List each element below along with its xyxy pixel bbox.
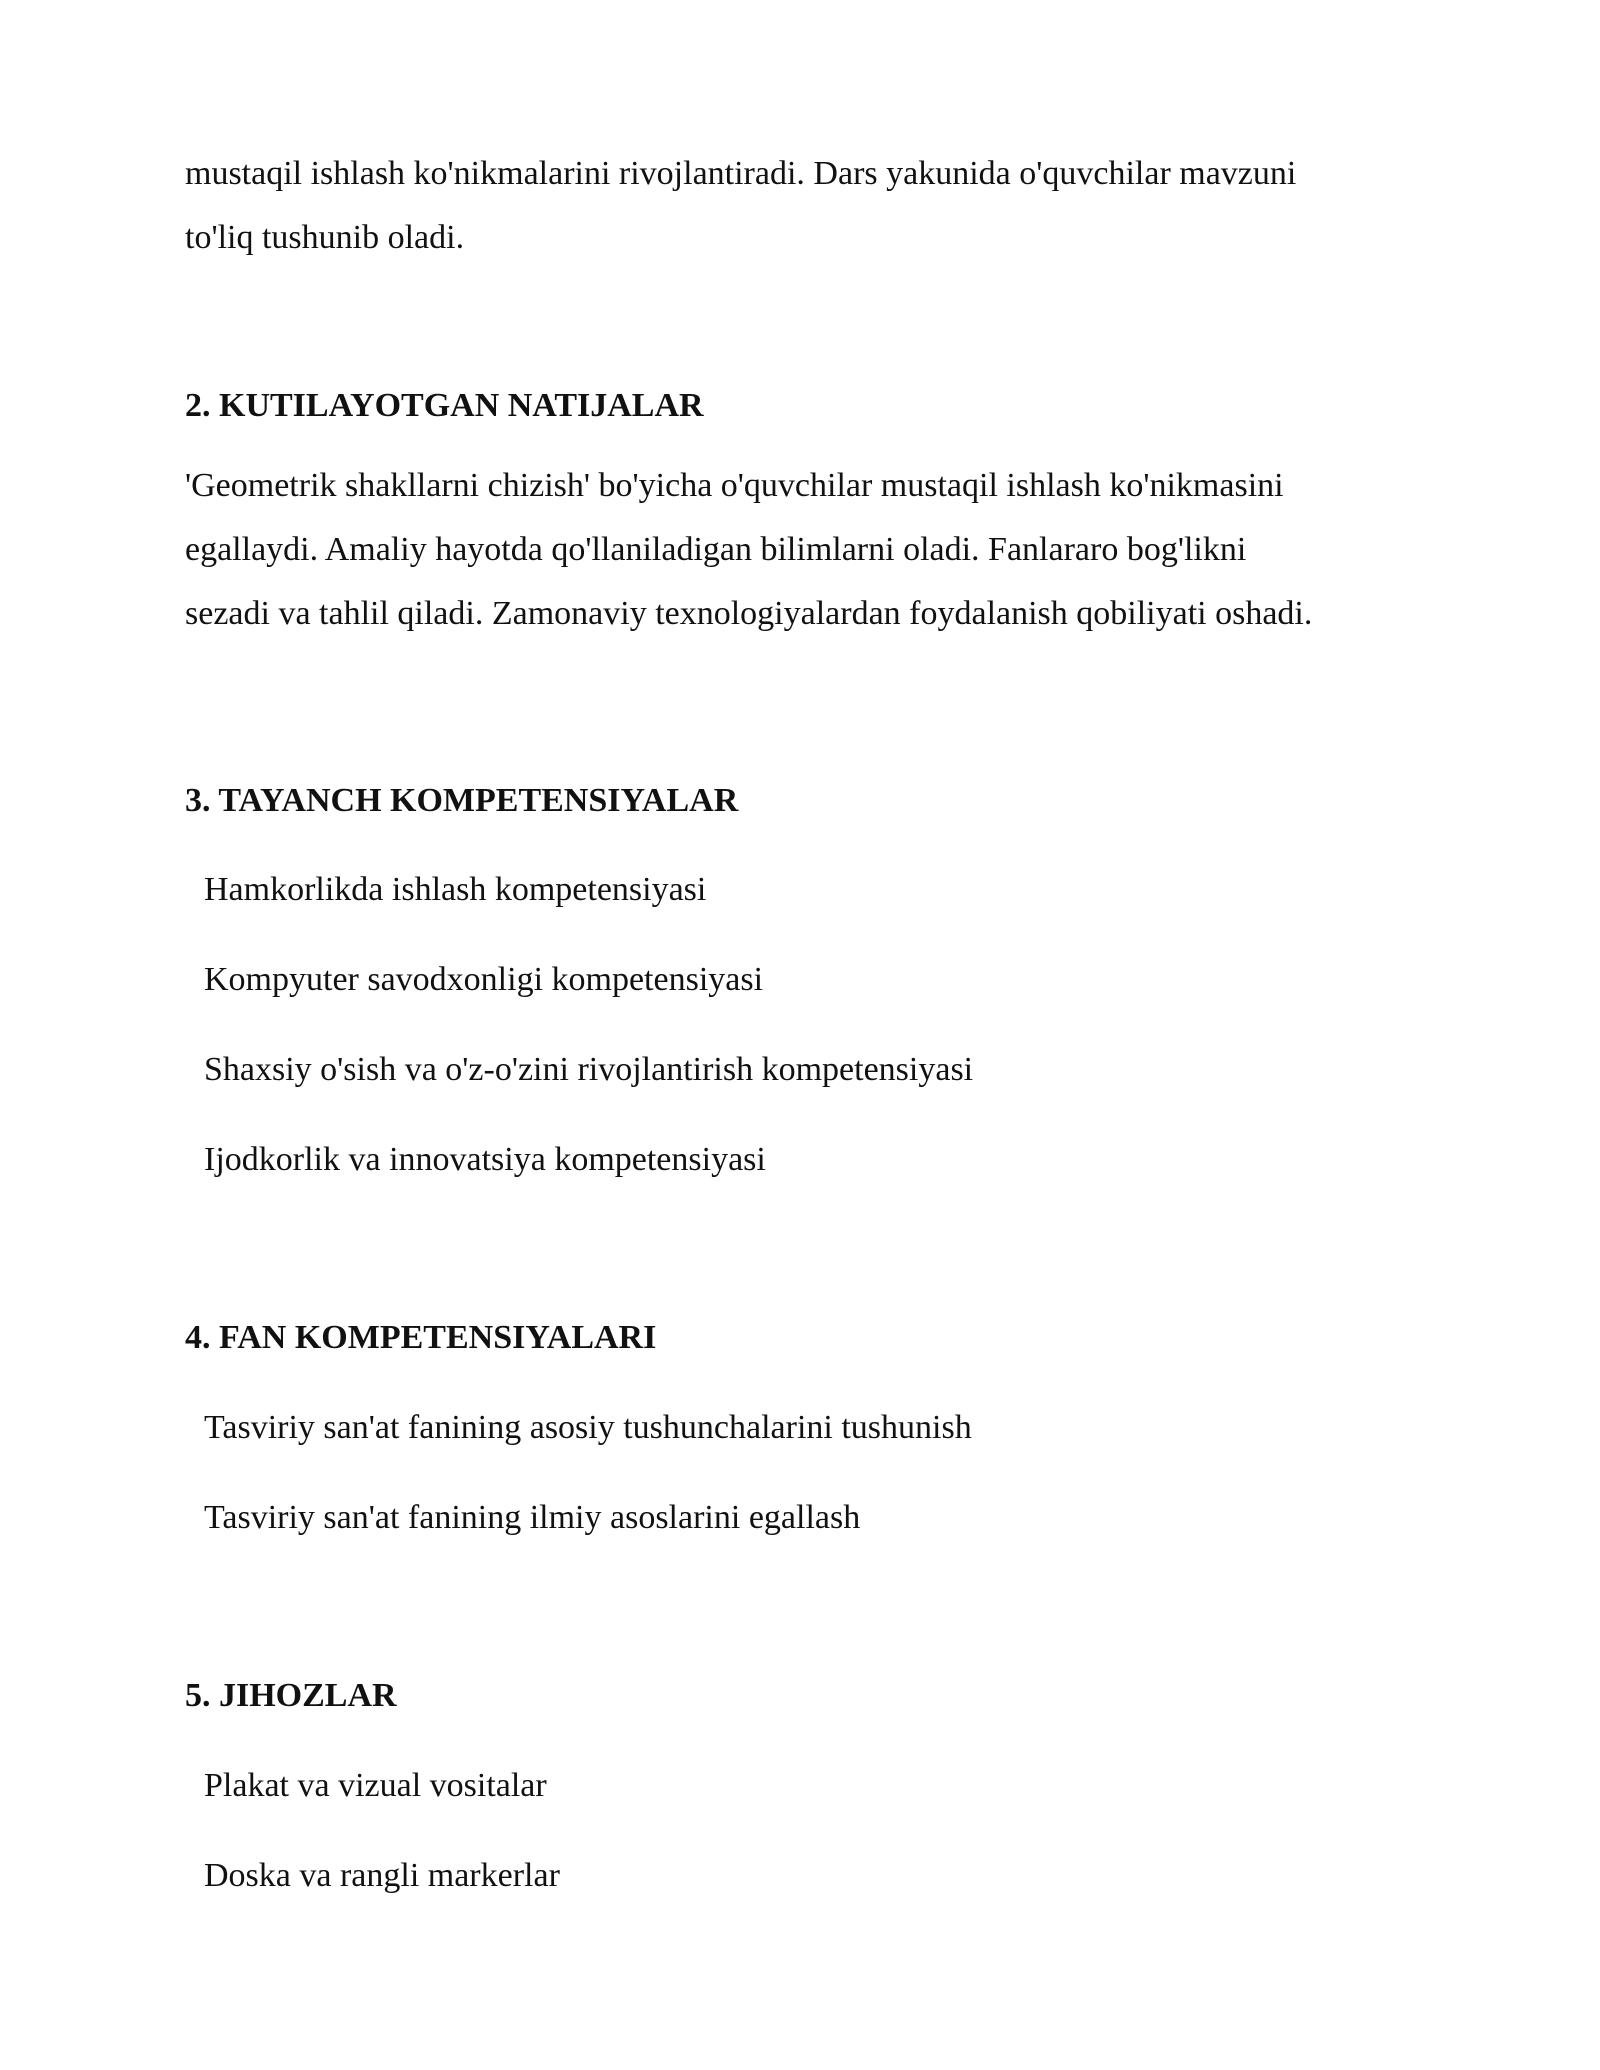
section-3-heading: 3. TAYANCH KOMPETENSIYALAR xyxy=(185,782,739,819)
list-item: Tasviriy san'at fanining ilmiy asoslarini egallash xyxy=(204,1499,861,1536)
list-item: Ijodkorlik va innovatsiya kompetensiyasi xyxy=(204,1141,766,1178)
section-5-heading: 5. JIHOZLAR xyxy=(185,1677,397,1714)
section-4-heading: 4. FAN KOMPETENSIYALARI xyxy=(185,1319,657,1356)
section-2-paragraph xyxy=(185,454,1485,646)
intro-paragraph xyxy=(185,142,1296,270)
section-2-line-3: sezadi va tahlil qiladi. Zamonaviy texnologiyalardan foydalanish qobiliyati oshadi. xyxy=(185,595,1313,632)
list-item: Shaxsiy o'sish va o'z-o'zini rivojlantirish kompetensiyasi xyxy=(204,1051,974,1088)
section-2-heading: 2. KUTILAYOTGAN NATIJALAR xyxy=(185,387,704,424)
intro-line-1: mustaqil ishlash ko'nikmalarini rivojlantiradi. Dars yakunida o'quvchilar mavzuni xyxy=(185,155,1297,192)
section-2-line-1: 'Geometrik shakllarni chizish' bo'yicha o'quvchilar mustaqil ishlash ko'nikmasini xyxy=(185,467,1284,504)
list-item: Tasviriy san'at fanining asosiy tushunchalarini tushunish xyxy=(204,1409,972,1446)
list-item: Doska va rangli markerlar xyxy=(204,1857,560,1894)
list-item: Plakat va vizual vositalar xyxy=(204,1767,547,1804)
list-item: Kompyuter savodxonligi kompetensiyasi xyxy=(204,961,764,998)
list-item: Hamkorlikda ishlash kompetensiyasi xyxy=(204,871,707,908)
section-2-line-2: egallaydi. Amaliy hayotda qo'llaniladigan bilimlarni oladi. Fanlararo bog'likni xyxy=(185,531,1247,568)
intro-line-2: to'liq tushunib oladi. xyxy=(185,219,465,256)
